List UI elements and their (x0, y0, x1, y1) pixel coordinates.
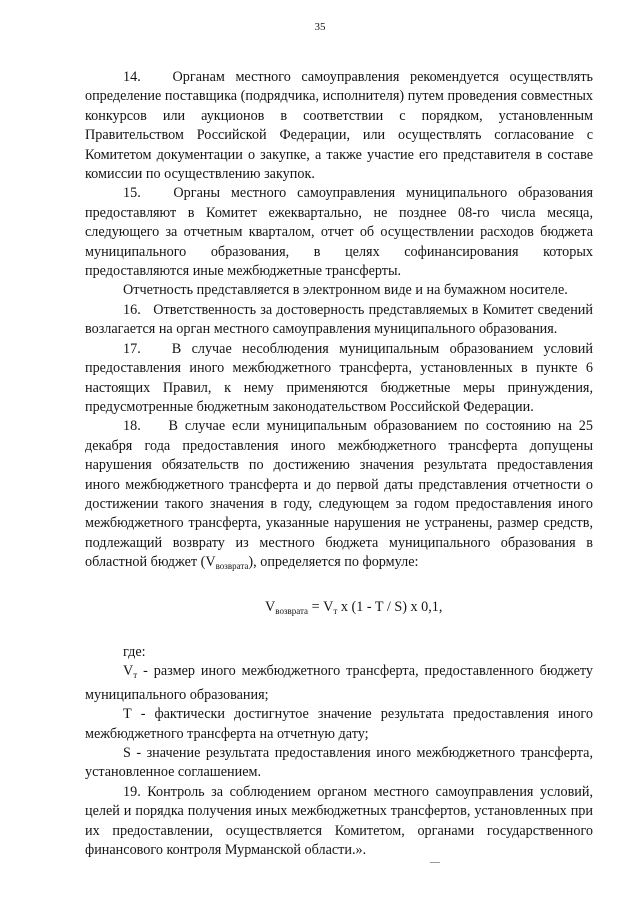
paragraph-18 (85, 417, 593, 576)
definition-t: Т - фактически достигнутое значение результата предоставления иного межбюджетного трансферта на отчетную дату; (85, 706, 593, 742)
scan-mark (430, 862, 440, 863)
paragraph-14: 14. Органам местного самоуправления рекомендуется осуществлять определение поставщика (подрядчика, исполнителя) путем проведения совместных конкурсов или аукционов в соответствии с порядком, установленным Правительством Российской Федерации, или осуществлять согласование с Комитетом документации о закупке, а также участие его представителя в составе комиссии по осуществлению закупок. (85, 69, 593, 183)
paragraph-18-text-start: 18. В случае если муниципальным образованием по состоянию на 25 декабря года предоставления иного межбюджетного трансферта допущены нарушения обязательств по достижению значения результата предоставления иного межбюджетного трансферта и до первой даты представления отчетности о достижении такого значения в году, следующем за годом предоставления иного межбюджетного трансферта, указанные нарушения не устранены, размер средств, подлежащий возврату из местного бюджета муниципального образования в областной бюджет (V (85, 418, 593, 571)
formula-equals-vt: = V (308, 598, 334, 615)
refund-formula (85, 598, 593, 621)
definition-vt-text: - размер иного межбюджетного трансферта, предоставленного бюджету муниципального образования; (85, 663, 593, 703)
paragraph-17: 17. В случае несоблюдения муниципальным образованием условий предоставления иного межбюджетного трансферта, установленных в пункте 6 настоящих Правил, к нему применяются бюджетные меры принуждения, предусмотренные бюджетным законодательством Российской Федерации. (85, 340, 593, 415)
formula-rest: x (1 - T / S) x 0,1, (337, 598, 443, 615)
definition-vt-symbol: V (123, 663, 134, 680)
page-number: 35 (314, 21, 326, 33)
paragraph-16: 16. Ответственность за достоверность представляемых в Комитет сведений возлагается на орган местного самоуправления муниципального образования. (85, 301, 593, 338)
paragraph-15: 15. Органы местного самоуправления муниципального образования предоставляют в Комитет ежеквартально, не позднее 08-го числа месяца, следующего за отчетным кварталом, отчет об осуществлении расходов бюджета муниципального образования, в целях софинансирования которых предоставляются иные межбюджетные трансферты. (85, 185, 593, 280)
formula-t-subscript: т (333, 605, 338, 616)
definition-vt-subscript: т (133, 670, 138, 681)
paragraph-18-text-end: ), определяется по формуле: (248, 554, 419, 571)
definition-vt (85, 662, 593, 705)
formula-v: V (265, 598, 276, 615)
document-body (85, 68, 593, 860)
where-label: где: (123, 643, 146, 660)
paragraph-15-reporting: Отчетность представляется в электронном виде и на бумажном носителе. (123, 282, 568, 299)
definition-s: S - значение результата предоставления иного межбюджетного трансферта, установленное соглашением. (85, 745, 593, 781)
formula-v-subscript: возврата (275, 605, 309, 616)
paragraph-18-subscript: возврата (215, 561, 249, 572)
paragraph-19: 19. Контроль за соблюдением органом местного самоуправления условий, целей и порядка получения иных межбюджетных трансфертов, установленных при их предоставлении, осуществляется Комитетом, органами государственного финансового контроля Мурманской области.». (85, 783, 593, 859)
